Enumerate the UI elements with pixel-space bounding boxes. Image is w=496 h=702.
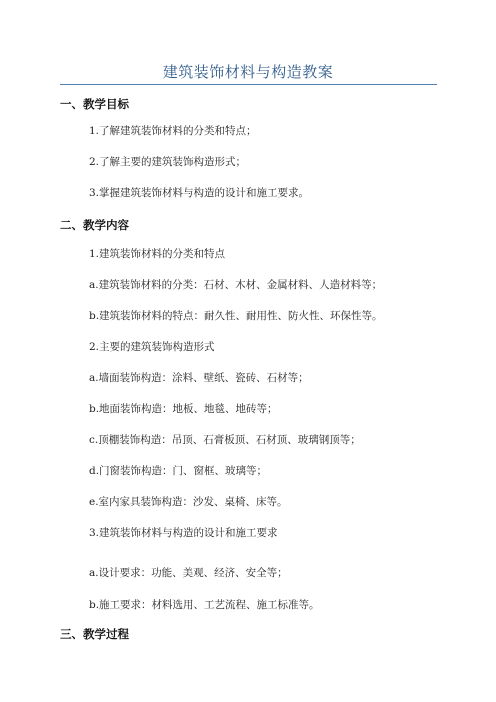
content-item: c.顶棚装饰构造：吊顶、石膏板顶、石材顶、玻璃钢顶等； <box>89 434 361 446</box>
content-item: 1.建筑装饰材料的分类和特点 <box>89 248 226 260</box>
content-item: a.设计要求：功能、美观、经济、安全等； <box>89 567 288 579</box>
section-heading-content: 二、教学内容 <box>60 218 129 232</box>
content-item: a.建筑装饰材料的分类：石材、木材、金属材料、人造材料等； <box>89 279 383 291</box>
content-item: 2.主要的建筑装饰构造形式 <box>89 341 215 353</box>
section-heading-process: 三、教学过程 <box>60 627 129 641</box>
content-item: d.门窗装饰构造：门、窗框、玻璃等； <box>89 465 268 477</box>
content-item: 3.建筑装饰材料与构造的设计和施工要求 <box>89 527 278 539</box>
content-item: b.建筑装饰材料的特点：耐久性、耐用性、防火性、环保性等。 <box>89 310 383 322</box>
content-item: b.地面装饰构造：地板、地毯、地砖等； <box>89 403 278 415</box>
section-heading-objectives: 一、教学目标 <box>60 97 129 111</box>
content-item: a.墙面装饰构造：涂料、壁纸、瓷砖、石材等； <box>89 372 309 384</box>
objective-item: 3.掌握建筑装饰材料与构造的设计和施工要求。 <box>89 187 310 199</box>
document-title: 建筑装饰材料与构造教案 <box>162 63 334 81</box>
objective-item: 2.了解主要的建筑装饰构造形式； <box>89 156 247 168</box>
content-item: e.室内家具装饰构造：沙发、桌椅、床等。 <box>89 496 288 508</box>
objective-item: 1.了解建筑装饰材料的分类和特点； <box>89 125 257 137</box>
title-underline <box>60 84 437 85</box>
content-item: b.施工要求：材料选用、工艺流程、施工标准等。 <box>89 599 320 611</box>
